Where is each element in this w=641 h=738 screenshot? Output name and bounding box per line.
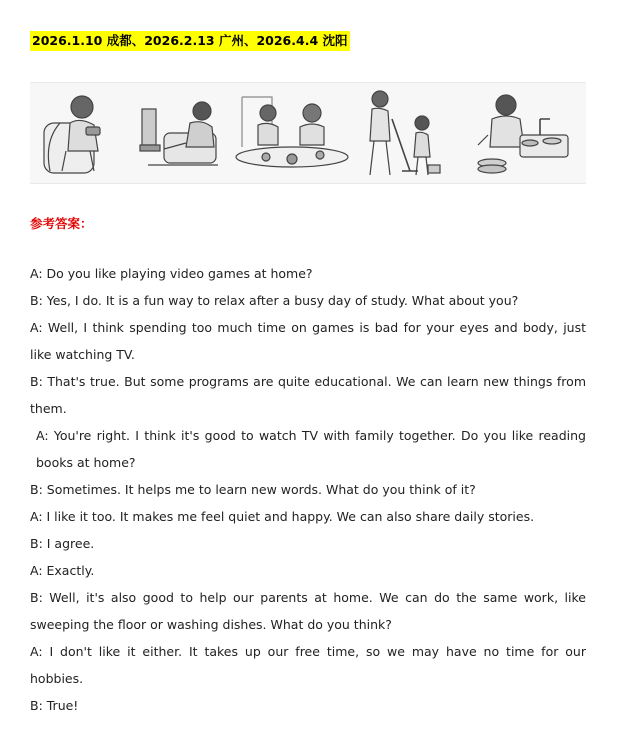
father-son-sweeping-floor-icon	[370, 91, 440, 175]
dialogue-line: A: You're right. I think it's good to watch TV with family together. Do you like reading books at home?	[36, 428, 586, 470]
boy-watching-tv-icon	[140, 102, 218, 165]
illustration-strip	[30, 82, 586, 184]
dialogue-line: A: Exactly.	[30, 563, 95, 578]
dialogue-line: A: Do you like playing video games at home?	[30, 266, 313, 281]
dialogue-line: B: Sometimes. It helps me to learn new words. What do you think of it?	[30, 482, 476, 497]
family-eating-dinner-icon	[236, 97, 348, 167]
dialogue-line: A: I don't like it either. It takes up our free time, so we may have no time for our hobbies.	[30, 644, 586, 686]
boy-washing-dishes-icon	[478, 95, 568, 173]
dialogue-line: B: I agree.	[30, 536, 95, 551]
dialogue	[30, 260, 586, 719]
dialogue-line: B: Yes, I do. It is a fun way to relax after a busy day of study. What about you?	[30, 293, 519, 308]
child-playing-video-games-icon	[44, 96, 100, 173]
dialogue-line: B: True!	[30, 698, 79, 713]
dialogue-line: A: Well, I think spending too much time on games is bad for your eyes and body, just like watching TV.	[30, 320, 586, 362]
dialogue-line: A: I like it too. It makes me feel quiet and happy. We can also share daily stories.	[30, 509, 535, 524]
answer-title: 参考答案：	[30, 216, 93, 231]
dates-header: 2026.1.10 成都、2026.2.13 广州、2026.4.4 沈阳	[30, 31, 350, 51]
dialogue-line: B: That's true. But some programs are quite educational. We can learn new things from them.	[30, 374, 586, 416]
dialogue-line: B: Well, it's also good to help our parents at home. We can do the same work, like sweeping the floor or washing dishes. What do you think?	[30, 590, 586, 632]
